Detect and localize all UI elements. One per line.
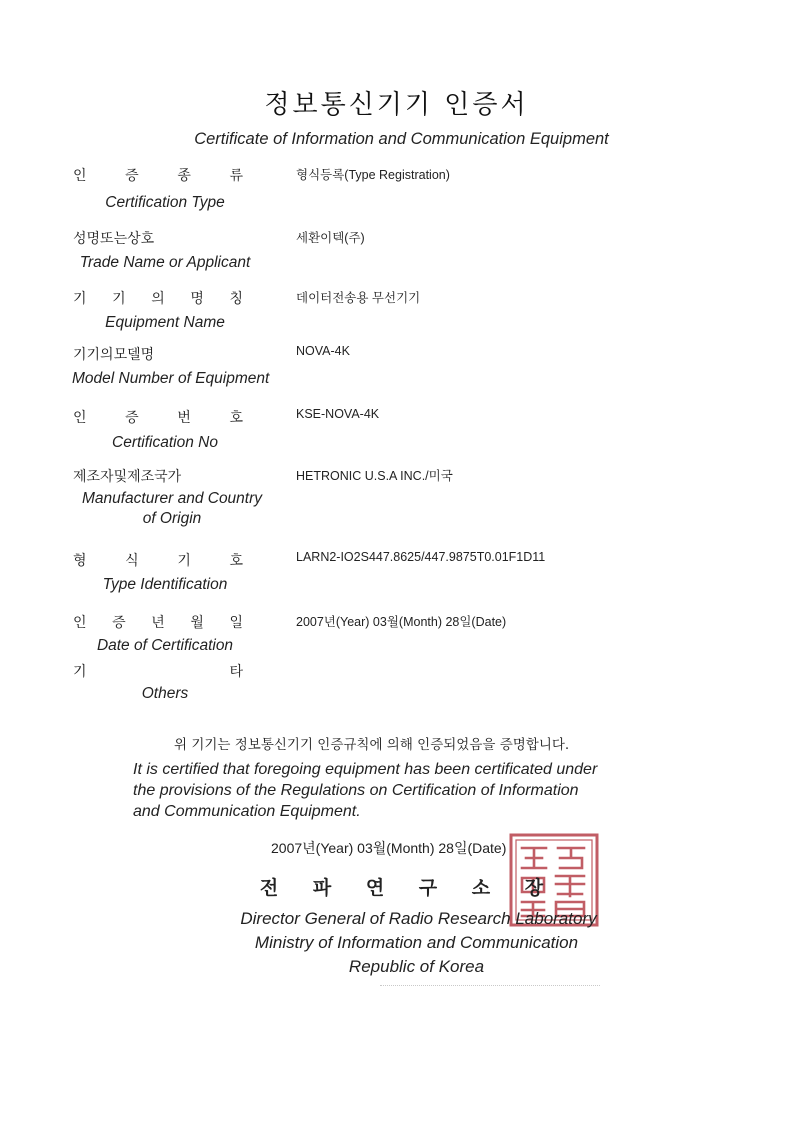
field-label-en: Others <box>141 685 189 702</box>
institution-name-ko: 전 파 연 구 소 장 <box>259 877 558 899</box>
field-value: NOVA-4K <box>296 344 350 358</box>
field-label-ko: 인 증 번 호 <box>73 410 243 426</box>
certificate-title-en: Certificate of Information and Communication Equipment <box>194 130 609 148</box>
statement-ko: 위 기기는 정보통신기기 인증규칙에 의해 인증되었음을 증명합니다. <box>174 737 570 753</box>
field-label-en-line1: Manufacturer and Country <box>81 490 263 507</box>
field-label-ko: 성명또는상호 <box>73 231 155 247</box>
field-value: 데이터전송용 무선기기 <box>296 291 421 305</box>
field-label-ko: 기기의모델명 <box>73 347 155 363</box>
certificate-title-ko: 정보통신기기 인증서 <box>264 90 529 120</box>
field-value: KSE-NOVA-4K <box>296 407 380 421</box>
statement-en-line3: and Communication Equipment. <box>133 803 361 820</box>
field-label-en: Model Number of Equipment <box>72 370 270 387</box>
field-label-ko: 기 기 의 명 칭 <box>73 291 243 307</box>
issuer-country: Republic of Korea <box>348 957 485 976</box>
field-label-en: Certification No <box>112 434 218 451</box>
field-value: LARN2-IO2S447.8625/447.9875T0.01F1D11 <box>296 550 546 564</box>
field-label-en: Equipment Name <box>105 314 225 331</box>
statement-en-line2: the provisions of the Regulations on Certification of Information <box>133 782 579 799</box>
field-label-en-line2: of Origin <box>142 510 202 527</box>
field-label-en: Date of Certification <box>96 637 234 654</box>
issuer-title: Director General of Radio Research Laboratory <box>240 909 597 928</box>
field-value: 세환이텍(주) <box>296 231 365 245</box>
field-label-ko: 제조자및제조국가 <box>73 469 182 485</box>
field-label-ko: 형 식 기 호 <box>73 553 243 569</box>
field-value: HETRONIC U.S.A INC./미국 <box>296 469 453 483</box>
field-label-ko: 기 타 <box>73 664 243 680</box>
field-label-ko: 인 증 년 월 일 <box>73 615 243 631</box>
field-label-en: Certification Type <box>105 194 225 211</box>
field-label-en: Trade Name or Applicant <box>79 254 251 271</box>
issuer-ministry: Ministry of Information and Communication <box>254 933 579 952</box>
decorative-dotted-line <box>380 985 600 988</box>
field-value: 2007년(Year) 03월(Month) 28일(Date) <box>296 615 507 629</box>
statement-en-line1: It is certified that foregoing equipment has been certificated under <box>133 761 598 778</box>
field-label-ko: 인 증 종 류 <box>73 168 243 184</box>
field-label-en: Type Identification <box>102 576 228 593</box>
issue-date: 2007년(Year) 03월(Month) 28일(Date) <box>271 840 507 856</box>
field-value: 형식등록(Type Registration) <box>296 168 450 182</box>
